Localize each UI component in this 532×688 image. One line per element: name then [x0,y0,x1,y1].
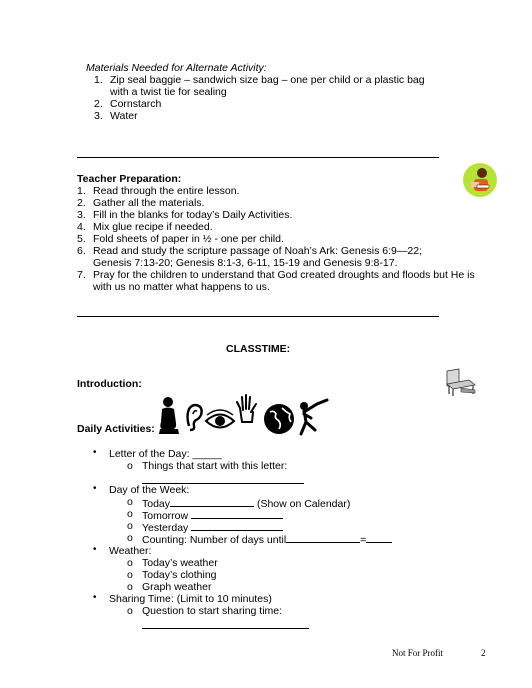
today-blank [170,496,254,507]
prep-item-1-number: 1. [77,185,86,197]
daily-activities-heading: Daily Activities: [77,423,155,435]
prep-item-4-number: 4. [77,221,86,233]
prep-item-7: Pray for the children to understand that God created droughts and floods but He is [93,269,475,281]
materials-heading: Materials Needed for Alternate Activity: [86,62,267,74]
bullet-sharing: • [93,592,97,603]
teacher-prep-heading: Teacher Preparation: [77,173,182,185]
sub-bullet-todays-weather: o [127,557,133,569]
prep-item-7-number: 7. [77,269,86,281]
ear-icon [184,402,204,432]
day-of-week: Day of the Week: [109,484,190,496]
prep-item-6: Read and study the scripture passage of Noah’s Ark: Genesis 6:9—22; [93,245,422,257]
sub-bullet-today: o [127,496,133,508]
bullet-letter: • [93,447,97,458]
today-label: Today [142,498,171,510]
prep-item-7-cont: with us no matter what happens to us. [93,281,270,293]
prep-item-1: Read through the entire lesson. [93,185,240,197]
stretching-figure-icon [297,398,331,436]
materials-item-2: Cornstarch [110,98,162,110]
weather: Weather: [109,545,152,557]
globe-icon [262,402,296,436]
bullet-day-of-week: • [93,483,97,494]
todays-weather: Today’s weather [142,557,218,569]
section-divider-1 [77,157,439,158]
materials-item-3: Water [110,110,138,122]
section-divider-2 [77,316,439,317]
sub-bullet-letter: o [127,460,133,472]
footer-label: Not For Profit [392,648,444,658]
prep-item-2: Gather all the materials. [93,197,205,209]
sub-bullet-graph-weather: o [127,581,133,593]
classtime-heading: CLASSTIME: [226,343,291,355]
sub-bullet-sharing: o [127,605,133,617]
prep-item-2-number: 2. [77,197,86,209]
tomorrow-blank [191,508,283,519]
counting-label: Counting: Number of days until [142,534,287,546]
page-number: 2 [481,648,486,658]
prep-item-4: Mix glue recipe if needed. [93,221,213,233]
counting-blank [286,532,360,543]
counting-answer-blank [366,532,392,543]
eye-icon [205,410,235,432]
materials-item-1-cont: with a twist tie for sealing [110,86,227,98]
hand-icon [234,394,260,424]
materials-item-1-number: 1. [94,74,103,86]
materials-item-3-number: 3. [94,110,103,122]
teacher-icon [460,160,500,200]
materials-item-2-number: 2. [94,98,103,110]
yesterday-label: Yesterday [142,522,189,534]
counting-equals: = [360,534,367,546]
letter-sub-text: Things that start with this letter: [142,460,288,472]
prep-item-6-cont: Genesis 7:13-20; Genesis 8:1-3, 6-11, 15-19 and Genesis 9:8-17. [93,257,398,269]
sharing-question: Question to start sharing time: [142,605,283,617]
counting-row [142,532,392,546]
todays-clothing: Today’s clothing [142,569,217,581]
prep-item-5: Fold sheets of paper in ½ - one per child. [93,233,284,245]
yesterday-blank [191,520,283,531]
prep-item-3: Fill in the blanks for today’s Daily Activities. [93,209,293,221]
materials-item-1: Zip seal baggie – sandwich size bag – one per child or a plastic bag [110,74,425,86]
sub-bullet-yesterday: o [127,520,133,532]
sub-bullet-todays-clothing: o [127,569,133,581]
school-desk-icon [443,368,479,398]
introduction-heading: Introduction: [77,378,142,390]
prep-item-5-number: 5. [77,233,86,245]
show-on-calendar: (Show on Calendar) [256,498,351,510]
tomorrow-label: Tomorrow [142,510,189,522]
sharing-blank-line [142,628,309,629]
kneeling-child-icon [157,396,181,436]
sub-bullet-tomorrow: o [127,508,133,520]
sub-bullet-counting: o [127,532,133,544]
graph-weather: Graph weather [142,581,212,593]
bullet-weather: • [93,544,97,555]
letter-of-day: Letter of the Day: _____ [109,448,222,460]
prep-item-6-number: 6. [77,245,86,257]
prep-item-3-number: 3. [77,209,86,221]
sharing-time: Sharing Time: (Limit to 10 minutes) [109,593,272,605]
